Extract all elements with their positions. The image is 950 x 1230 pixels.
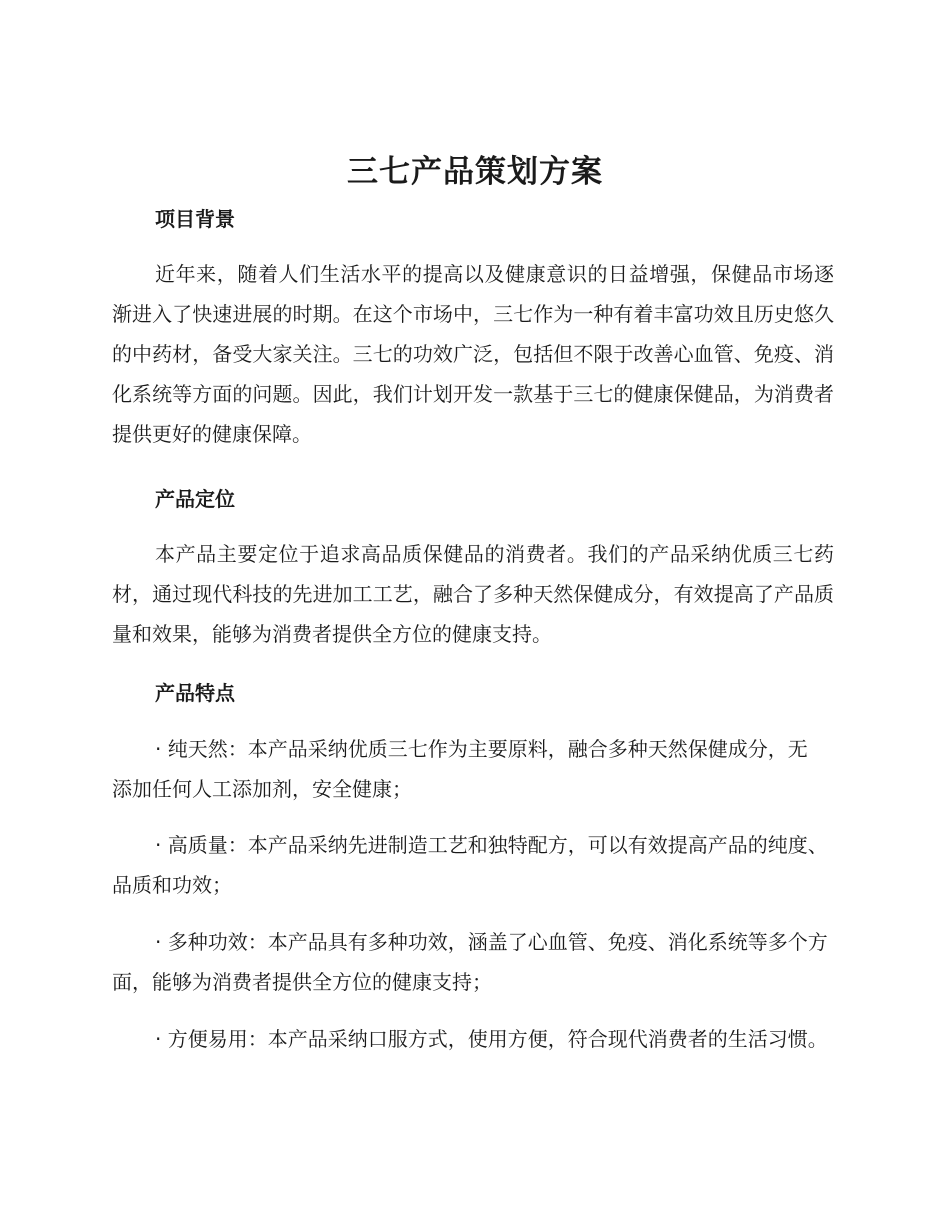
feature-bullet-efficacy: · 多种功效：本产品具有多种功效，涵盖了心血管、免疫、消化系统等多个方面，能够为消费者提供全方位的健康支持； xyxy=(112,930,828,994)
section-paragraph-positioning: 本产品主要定位于追求高品质保健品的消费者。我们的产品采纳优质三七药材，通过现代科技的先进加工工艺，融合了多种天然保健成分，有效提高了产品质量和效果，能够为消费者提供全方位的健康支持。 xyxy=(112,542,834,646)
section-heading-background: 项目背景 xyxy=(155,207,235,231)
feature-bullet-convenience: · 方便易用：本产品采纳口服方式，使用方便，符合现代消费者的生活习惯。 xyxy=(155,1027,828,1051)
section-heading-positioning: 产品定位 xyxy=(155,487,235,511)
section-heading-features: 产品特点 xyxy=(155,681,235,705)
section-paragraph-background: 近年来，随着人们生活水平的提高以及健康意识的日益增强，保健品市场逐渐进入了快速进展的时期。在这个市场中，三七作为一种有着丰富功效且历史悠久的中药材，备受大家关注。三七的功效广泛，包括但不限于改善心血管、免疫、消化系统等方面的问题。因此，我们计划开发一款基于三七的健康保健品，为消费者提供更好的健康保障。 xyxy=(112,262,834,446)
feature-bullet-quality: · 高质量：本产品采纳先进制造工艺和独特配方，可以有效提高产品的纯度、品质和功效； xyxy=(112,833,828,897)
feature-bullet-natural: · 纯天然：本产品采纳优质三七作为主要原料，融合多种天然保健成分，无添加任何人工添加剂，安全健康； xyxy=(112,737,808,801)
document-title: 三七产品策划方案 xyxy=(347,154,603,190)
